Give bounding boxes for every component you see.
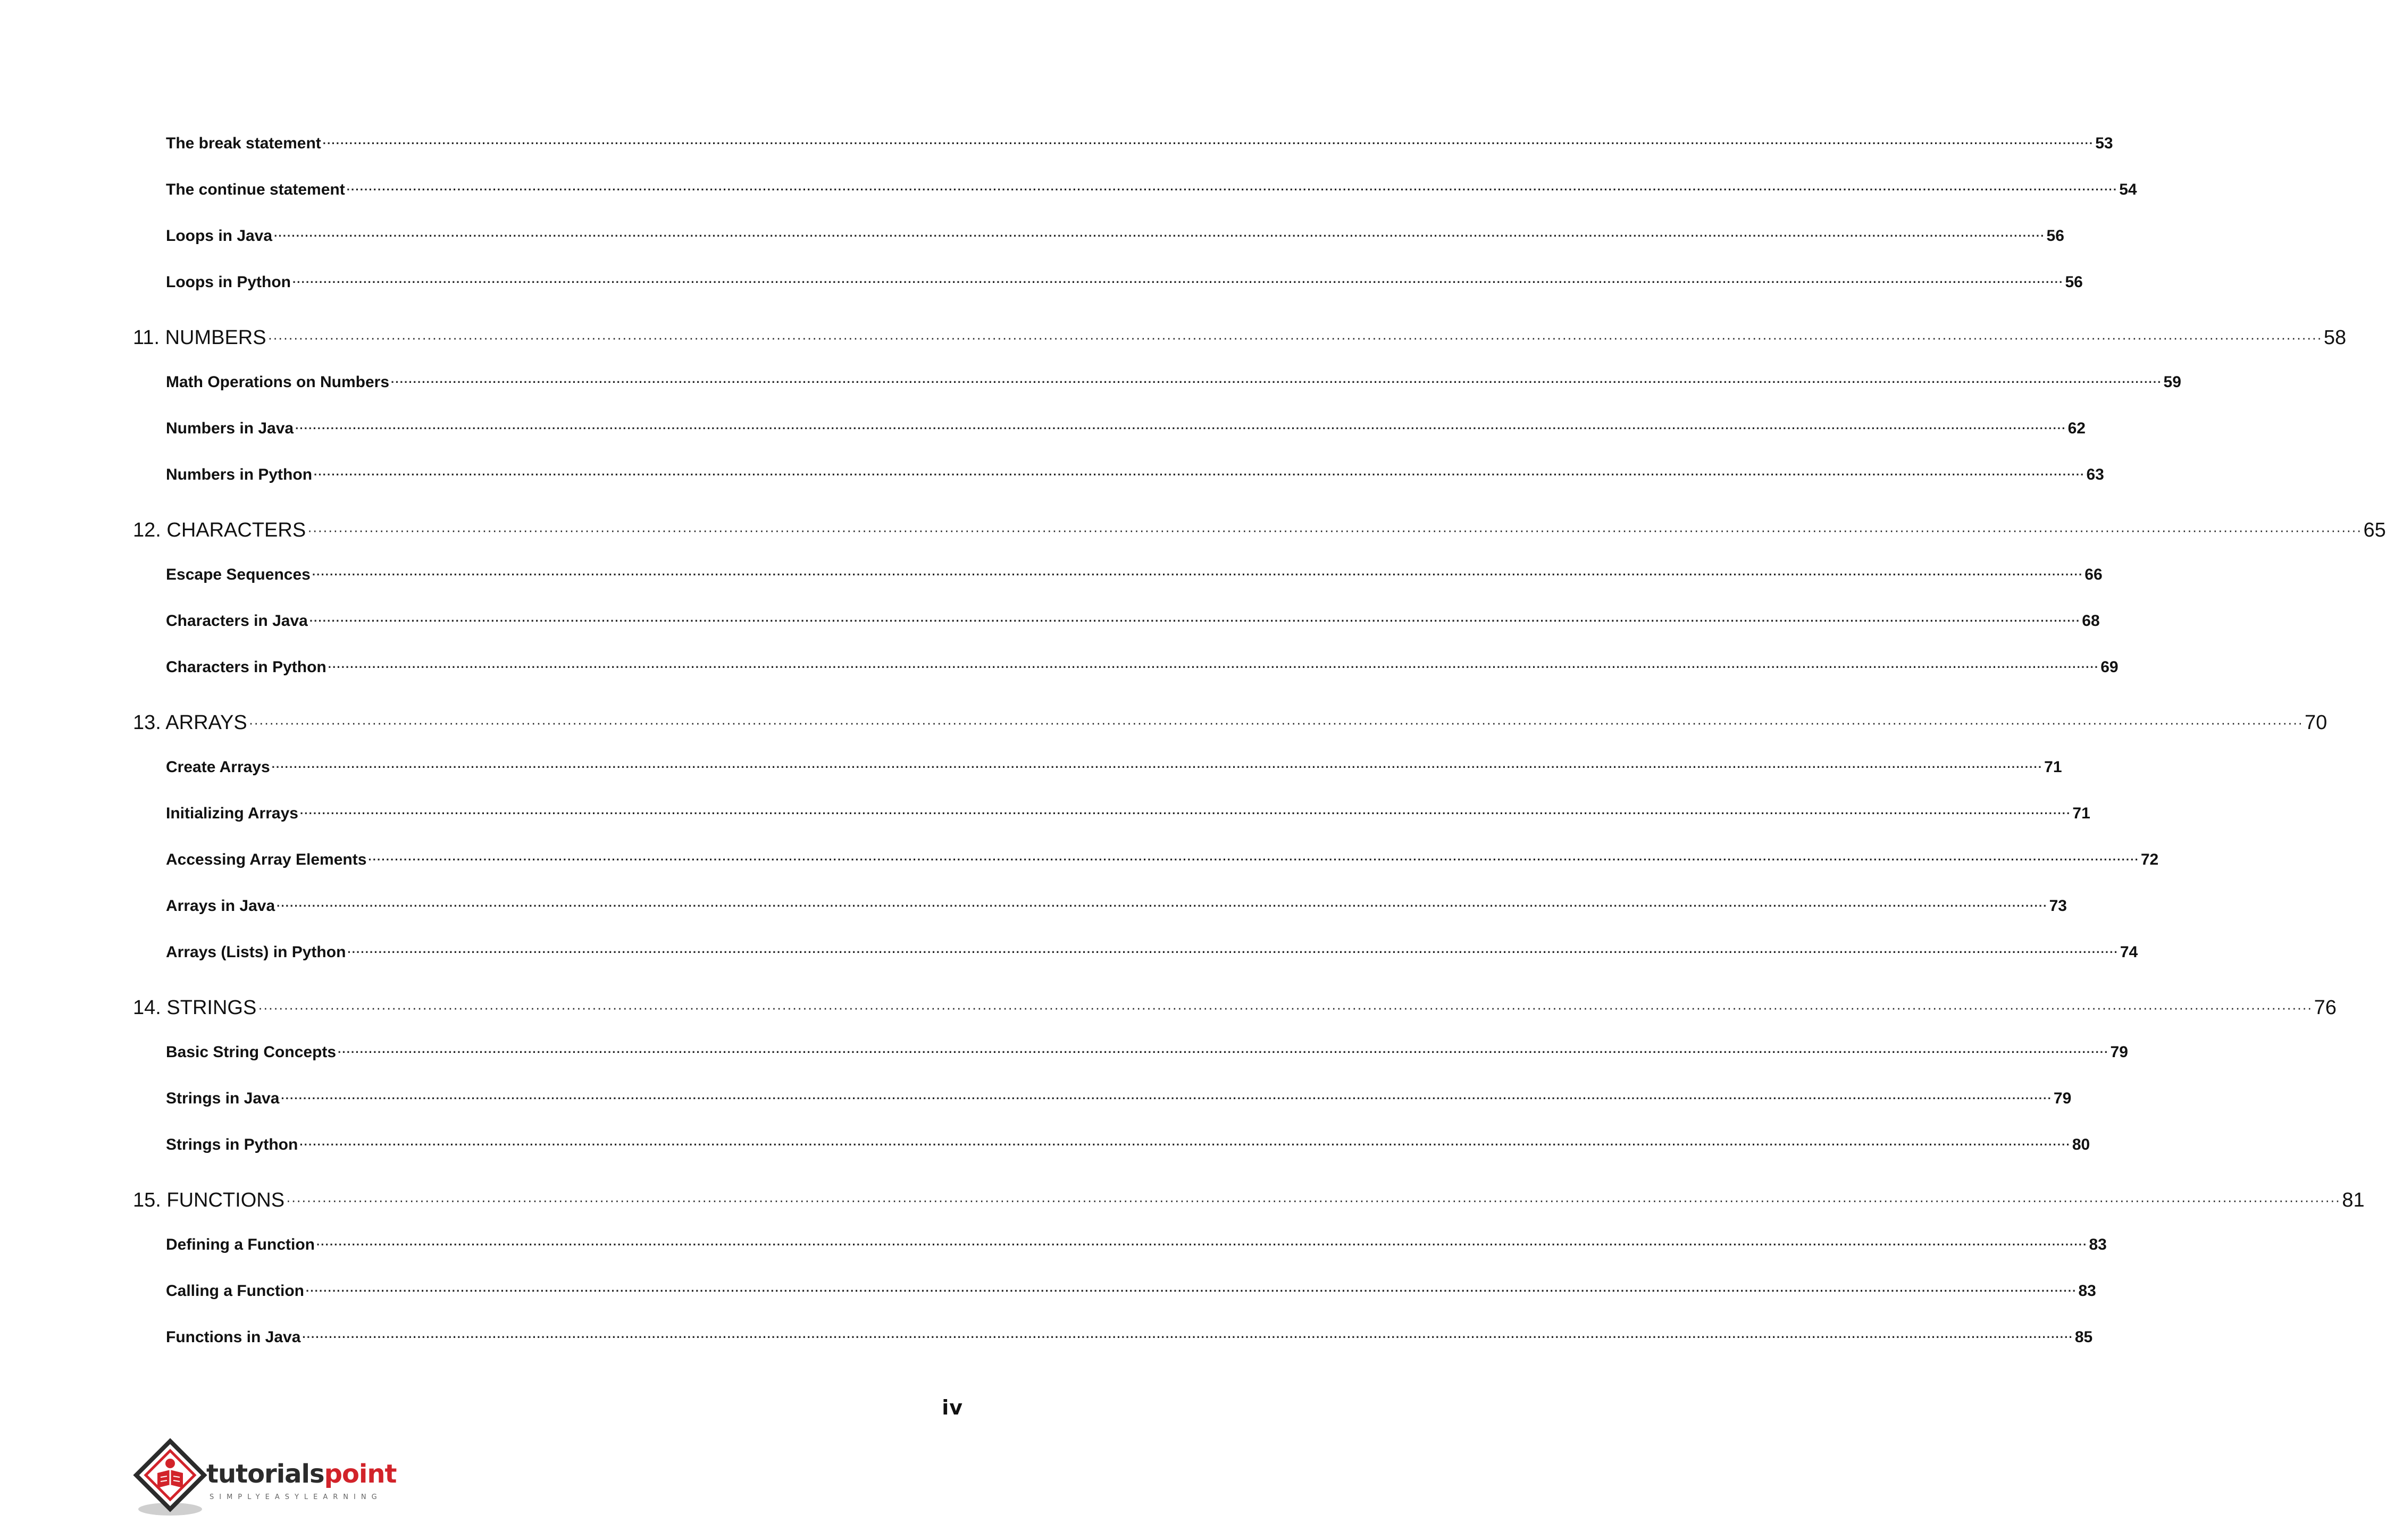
toc-entry-page: 68	[2082, 612, 2100, 630]
toc-entry-page: 72	[2140, 851, 2159, 868]
toc-entry-title: Arrays in Java	[166, 897, 275, 915]
toc-dot-leader: ················································································································································································································································································································································································································	[299, 807, 2071, 820]
toc-dot-leader: ················································································································································································································································································································································································································	[368, 853, 2139, 866]
toc-dot-leader: ················································································································································································································································································································································································································	[306, 1284, 2077, 1298]
toc-entry-title: Calling a Function	[166, 1282, 304, 1300]
toc-entry-title: Loops in Python	[166, 273, 291, 291]
toc-entry-title: Accessing Array Elements	[166, 851, 367, 868]
toc-section-entry[interactable]	[133, 1125, 2090, 1171]
toc-dot-leader: ················································································································································································································································································································································································································	[328, 660, 2099, 674]
toc-dot-leader: ················································································································································································································································································································································································································	[338, 1045, 2109, 1059]
toc-chapter-entry[interactable]	[133, 978, 2337, 1032]
toc-entry-title: Characters in Python	[166, 658, 326, 676]
toc-entry-title: 15. FUNCTIONS	[133, 1189, 285, 1211]
toc-section-entry[interactable]	[133, 747, 2062, 793]
toc-entry-title: Basic String Concepts	[166, 1043, 337, 1061]
toc-chapter-entry[interactable]	[133, 308, 2347, 362]
toc-entry-page: 58	[2323, 327, 2347, 349]
toc-dot-leader: ················································································································································································································································································································································································································	[316, 1238, 2088, 1251]
toc-entry-title: Math Operations on Numbers	[166, 373, 390, 391]
toc-section-entry[interactable]	[133, 262, 2083, 308]
toc-entry-page: 66	[2084, 566, 2103, 583]
toc-entry-page: 83	[2089, 1236, 2107, 1253]
toc-dot-leader: ················································································································································································································································································································································································································	[314, 468, 2085, 481]
toc-entry-page: 85	[2074, 1328, 2093, 1346]
toc-dot-leader: ················································································································································································································································································································································································································	[271, 760, 2043, 774]
toc-dot-leader: ················································································································································································································································································································································································································	[322, 137, 2094, 150]
toc-section-entry[interactable]	[133, 647, 2119, 693]
toc-entry-page: 70	[2305, 712, 2328, 734]
toc-entry-page: 56	[2065, 273, 2083, 291]
toc-entry-page: 59	[2163, 373, 2181, 391]
logo-wordmark	[206, 1459, 396, 1489]
toc-section-entry[interactable]	[133, 1032, 2128, 1078]
toc-dot-leader: ················································································································································································································································································································································································································	[248, 715, 2304, 731]
toc-entry-title: 13. ARRAYS	[133, 712, 247, 734]
toc-entry-title: 12. CHARACTERS	[133, 519, 306, 541]
toc-entry-title: Loops in Java	[166, 227, 273, 245]
toc-entry-title: Arrays (Lists) in Python	[166, 943, 346, 961]
logo-tagline: SIMPLYEASYLEARNING	[210, 1493, 382, 1501]
toc-entry-page: 69	[2100, 658, 2119, 676]
toc-section-entry[interactable]	[133, 1317, 2093, 1363]
toc-entry-page: 56	[2046, 227, 2064, 245]
toc-dot-leader: ················································································································································································································································································································································································································	[347, 945, 2119, 959]
toc-entry-page: 62	[2067, 420, 2086, 437]
toc-section-entry[interactable]	[133, 216, 2064, 262]
toc-entry-page: 71	[2044, 758, 2062, 776]
toc-entry-title: Functions in Java	[166, 1328, 301, 1346]
toc-entry-title: Numbers in Java	[166, 420, 294, 437]
toc-entry-title: 14. STRINGS	[133, 997, 257, 1019]
toc-dot-leader: ················································································································································································································································································································································································································	[295, 422, 2066, 435]
logo-word-red: point	[324, 1459, 397, 1489]
toc-entry-title: 11. NUMBERS	[133, 327, 266, 349]
toc-section-entry[interactable]	[133, 1078, 2072, 1125]
toc-entry-page: 80	[2072, 1136, 2090, 1153]
toc-section-entry[interactable]	[133, 840, 2159, 886]
toc-dot-leader: ················································································································································································································································································································································································································	[267, 330, 2322, 346]
toc-dot-leader: ················································································································································································································································································································································································································	[299, 1138, 2071, 1151]
toc-section-entry[interactable]	[133, 123, 2113, 170]
toc-section-entry[interactable]	[133, 455, 2104, 501]
toc-entry-page: 76	[2314, 997, 2337, 1019]
toc-entry-page: 53	[2095, 135, 2113, 152]
toc-section-entry[interactable]	[133, 170, 2137, 216]
tutorialspoint-logo-mark-icon	[132, 1436, 212, 1521]
toc-entry-page: 54	[2119, 181, 2137, 198]
toc-entry-page: 63	[2086, 466, 2104, 483]
tutorialspoint-logo	[132, 1436, 398, 1521]
toc-section-entry[interactable]	[133, 932, 2138, 978]
table-of-contents	[133, 123, 2386, 1363]
toc-dot-leader: ················································································································································································································································································································································································································	[277, 899, 2048, 913]
toc-dot-leader: ················································································································································································································································································································································································································	[281, 1092, 2052, 1105]
toc-section-entry[interactable]	[133, 408, 2086, 455]
toc-dot-leader: ················································································································································································································································································································································································································	[274, 229, 2045, 242]
toc-entry-title: Escape Sequences	[166, 566, 311, 583]
toc-section-entry[interactable]	[133, 1271, 2096, 1317]
toc-section-entry[interactable]	[133, 362, 2181, 408]
toc-dot-leader: ················································································································································································································································································································································································································	[286, 1192, 2341, 1208]
toc-entry-title: Characters in Java	[166, 612, 308, 630]
toc-entry-title: Strings in Java	[166, 1090, 280, 1107]
page-number: iv	[942, 1396, 963, 1419]
toc-section-entry[interactable]	[133, 793, 2090, 840]
toc-entry-page: 79	[2110, 1043, 2128, 1061]
toc-entry-title: Strings in Python	[166, 1136, 298, 1153]
toc-section-entry[interactable]	[133, 886, 2067, 932]
toc-dot-leader: ················································································································································································································································································································································································································	[258, 1000, 2313, 1016]
toc-entry-page: 83	[2078, 1282, 2096, 1300]
logo-word-dark: tutorials	[206, 1459, 324, 1489]
toc-dot-leader: ················································································································································································································································································································································································································	[309, 614, 2081, 627]
toc-section-entry[interactable]	[133, 1225, 2107, 1271]
toc-entry-title: The continue statement	[166, 181, 345, 198]
toc-entry-page: 65	[2363, 519, 2386, 541]
toc-section-entry[interactable]	[133, 555, 2103, 601]
toc-entry-title: Create Arrays	[166, 758, 270, 776]
toc-entry-page: 71	[2072, 805, 2090, 822]
toc-section-entry[interactable]	[133, 601, 2100, 647]
toc-dot-leader: ················································································································································································································································································································································································································	[346, 183, 2118, 196]
toc-chapter-entry[interactable]	[133, 501, 2386, 555]
toc-entry-title: The break statement	[166, 135, 321, 152]
toc-dot-leader: ················································································································································································································································································································································································································	[391, 375, 2162, 389]
toc-dot-leader: ················································································································································································································································································································································································································	[292, 275, 2064, 289]
toc-chapter-entry[interactable]	[133, 693, 2328, 747]
toc-entry-page: 74	[2120, 943, 2138, 961]
toc-dot-leader: ················································································································································································································································································································································································································	[302, 1330, 2073, 1344]
toc-dot-leader: ················································································································································································································································································································································································································	[307, 522, 2362, 538]
toc-entry-page: 79	[2053, 1090, 2072, 1107]
toc-entry-page: 81	[2342, 1189, 2365, 1211]
toc-entry-title: Initializing Arrays	[166, 805, 298, 822]
toc-chapter-entry[interactable]	[133, 1171, 2365, 1225]
toc-entry-title: Defining a Function	[166, 1236, 315, 1253]
toc-entry-page: 73	[2049, 897, 2067, 915]
toc-entry-title: Numbers in Python	[166, 466, 313, 483]
toc-dot-leader: ················································································································································································································································································································································································································	[312, 568, 2083, 581]
